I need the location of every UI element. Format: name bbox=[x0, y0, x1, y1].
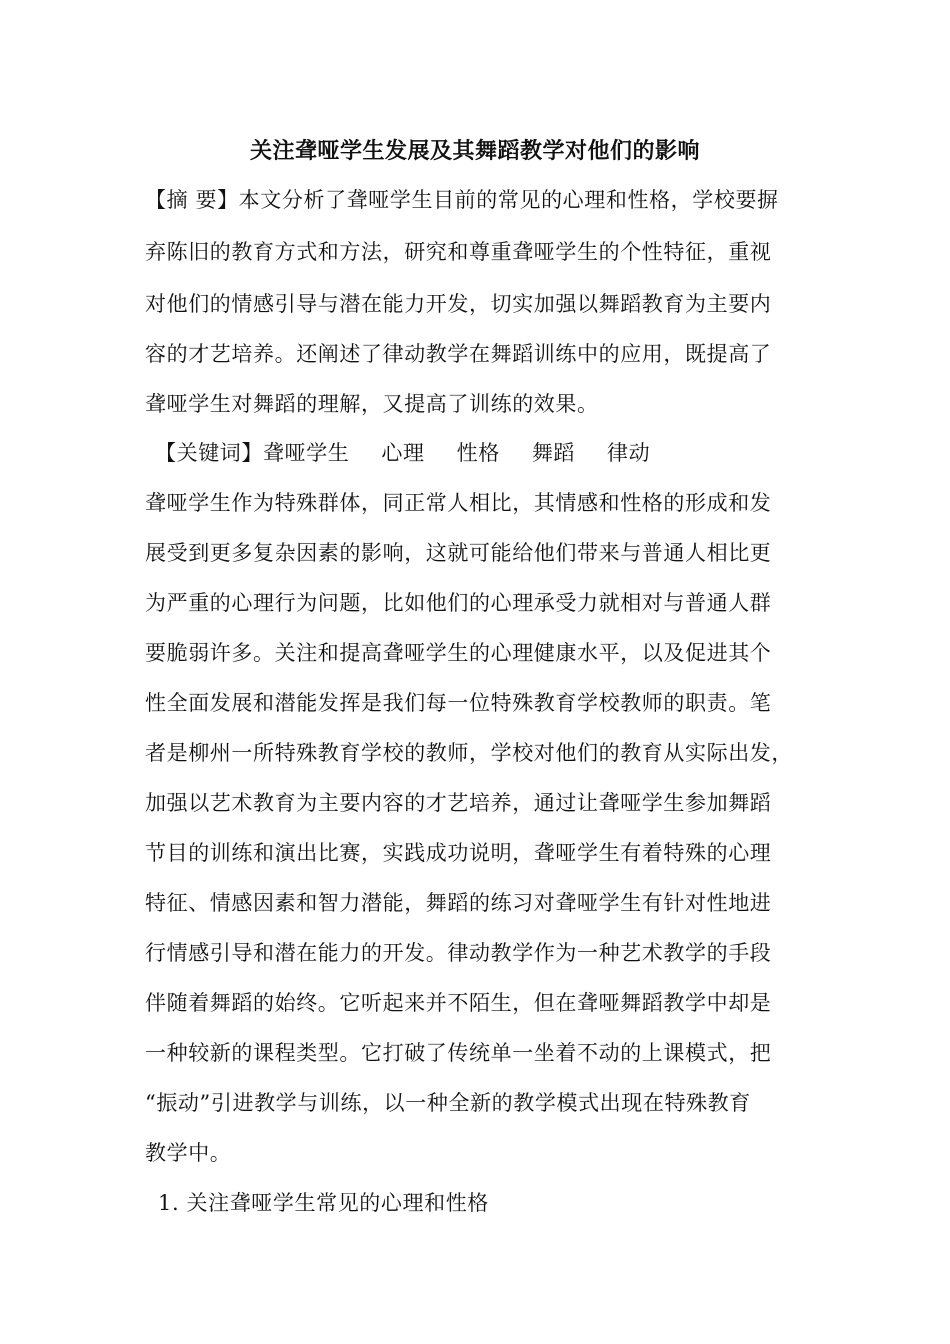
keyword-term: 心理 bbox=[381, 441, 425, 465]
body-line: 展受到更多复杂因素的影响，这就可能给他们带来与普通人相比更 bbox=[145, 541, 772, 565]
abstract-line: 容的才艺培养。还阐述了律动教学在舞蹈训练中的应用，既提高了 bbox=[145, 342, 772, 366]
body-line: “振动”引进教学与训练，以一种全新的教学模式出现在特殊教育 bbox=[145, 1091, 751, 1115]
keywords-label: 【关键词】 bbox=[155, 441, 263, 465]
abstract-line: 弃陈旧的教育方式和方法，研究和尊重聋哑学生的个性特征，重视 bbox=[145, 240, 772, 264]
abstract-line: 聋哑学生对舞蹈的理解，又提高了训练的效果。 bbox=[145, 392, 599, 416]
keyword-term: 性格 bbox=[456, 441, 500, 465]
body-line: 一种较新的课程类型。它打破了传统单一坐着不动的上课模式，把 bbox=[145, 1041, 772, 1065]
body-line: 伴随着舞蹈的始终。它听起来并不陌生，但在聋哑舞蹈教学中却是 bbox=[145, 991, 772, 1015]
document-title: 关注聋哑学生发展及其舞蹈教学对他们的影响 bbox=[249, 138, 700, 164]
body-line: 聋哑学生作为特殊群体，同正常人相比，其情感和性格的形成和发 bbox=[145, 491, 772, 515]
section-heading: 1. 关注聋哑学生常见的心理和性格 bbox=[158, 1191, 489, 1215]
body-line: 要脆弱许多。关注和提高聋哑学生的心理健康水平，以及促进其个 bbox=[145, 641, 772, 665]
keyword-term: 舞蹈 bbox=[531, 441, 576, 465]
abstract-line: 对他们的情感引导与潜在能力开发，切实加强以舞蹈教育为主要内 bbox=[145, 292, 772, 316]
keyword-term: 聋哑学生 bbox=[263, 441, 350, 465]
body-line: 行情感引导和潜在能力的开发。律动教学作为一种艺术教学的手段 bbox=[145, 941, 772, 965]
body-line: 为严重的心理行为问题，比如他们的心理承受力就相对与普通人群 bbox=[145, 591, 772, 615]
abstract-line: 【摘 要】本文分析了聋哑学生目前的常见的心理和性格，学校要摒 bbox=[145, 188, 779, 212]
body-line: 节目的训练和演出比赛，实践成功说明，聋哑学生有着特殊的心理 bbox=[145, 841, 772, 865]
body-line: 加强以艺术教育为主要内容的才艺培养，通过让聋哑学生参加舞蹈 bbox=[145, 791, 772, 815]
keyword-term: 律动 bbox=[607, 441, 651, 465]
body-line: 性全面发展和潜能发挥是我们每一位特殊教育学校教师的职责。笔 bbox=[145, 691, 772, 715]
body-line: 特征、情感因素和智力潜能，舞蹈的练习对聋哑学生有针对性地进 bbox=[145, 891, 772, 915]
body-line: 者是柳州一所特殊教育学校的教师，学校对他们的教育从实际出发， bbox=[145, 741, 793, 765]
body-line: 教学中。 bbox=[145, 1141, 232, 1165]
keywords-line bbox=[155, 437, 682, 467]
